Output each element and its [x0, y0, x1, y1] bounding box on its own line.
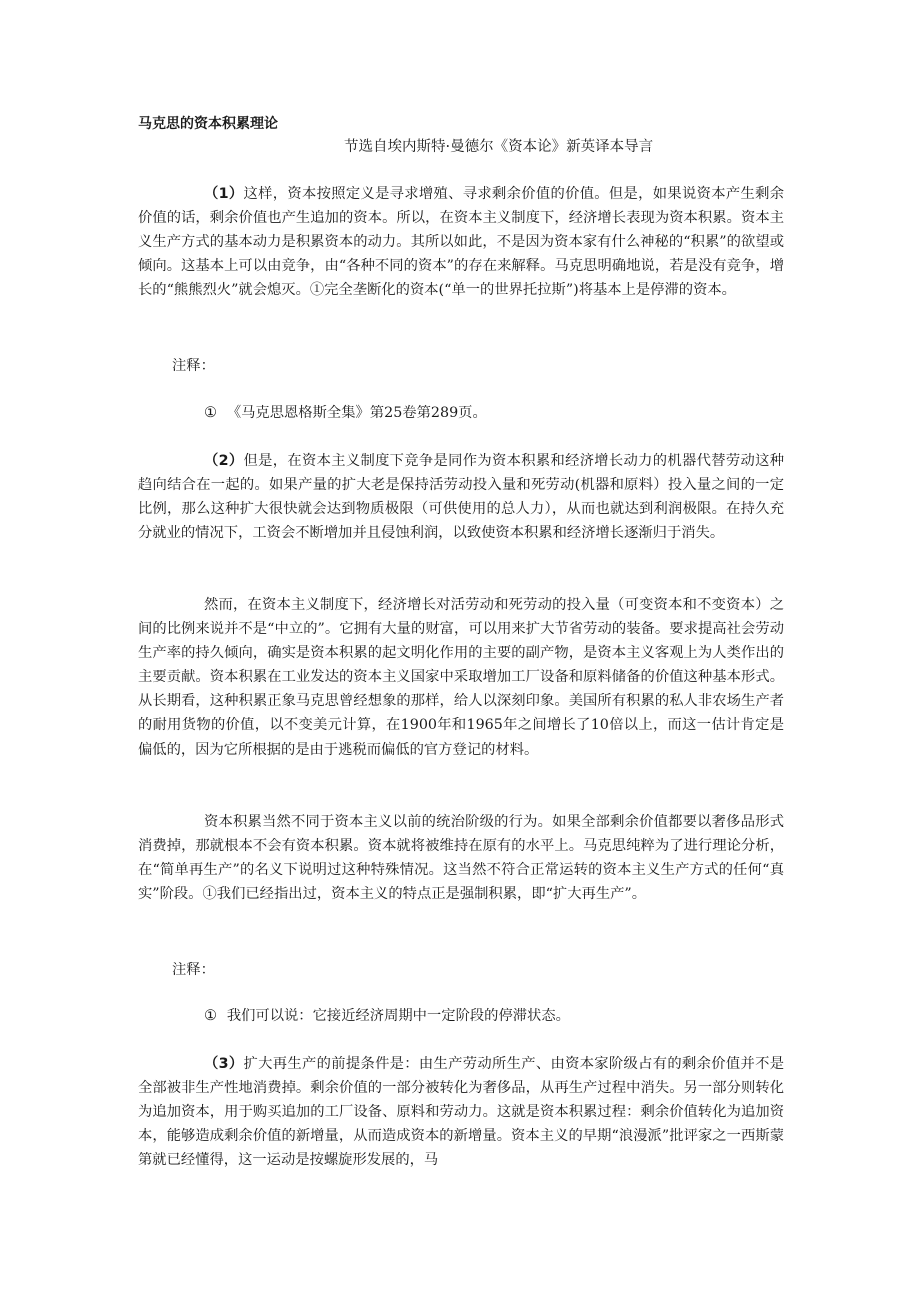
- paragraph-text: 但是，在资本主义制度下竞争是同作为资本积累和经济增长动力的机器代替劳动这种趋向结合在一起的。如果产量的扩大老是保持活劳动投入量和死劳动(机器和原料）投入量之间的一定比例，那么这种扩大很快就会达到物质极限（可供使用的总人力），从而也就达到利润极限。在持久充分就业的情况下，工资会不断增加并且侵蚀利润，以致使资本积累和经济增长逐渐归于消失。: [138, 453, 785, 542]
- paragraph-number: （1）: [204, 186, 244, 202]
- paragraph-number: （2）: [204, 453, 244, 469]
- footnote-text: 《马克思恩格斯全集》第25卷第289页。: [226, 405, 487, 421]
- paragraph-1: [138, 182, 784, 302]
- paragraph-3: [138, 593, 784, 762]
- paragraph-text: 这样，资本按照定义是寻求增殖、寻求剩余价值的价值。但是，如果说资本产生剩余价值的话，剩余价值也产生追加的资本。所以，在资本主义制度下，经济增长表现为资本积累。资本主义生产方式的基本动力是积累资本的动力。其所以如此，不是因为资本家有什么神秘的“积累”的欲望或倾向。这基本上可以由竞争，由“各种不同的资本”的存在来解释。马克思明确地说，若是没有竞争，增长的“熊熊烈火”就会熄灭。①完全垄断化的资本(“单一的世界托拉斯”)将基本上是停滞的资本。: [138, 186, 785, 299]
- paragraph-4: [138, 810, 784, 906]
- footnote-item: [204, 1006, 570, 1026]
- document-title: 马克思的资本积累理论: [138, 116, 278, 132]
- paragraph-text: 然而，在资本主义制度下，经济增长对活劳动和死劳动的投入量（可变资本和不变资本）之间的比例来说并不是“中立的”。它拥有大量的财富，可以用来扩大节省劳动的装备。要求提高社会劳动生产率的持久倾向，确实是资本积累的起文明化作用的主要的副产物，是资本主义客观上为人类作出的主要贡献。资本积累在工业发达的资本主义国家中采取增加工厂设备和原料储备的价值这种基本形式。从长期看，这种积累正象马克思曾经想象的那样，给人以深刻印象。美国所有积累的私人非农场生产者的耐用货物的价值，以不变美元计算，在1900年和1965年之间增长了10倍以上，而这一估计肯定是偏低的，因为它所根据的是由于逃税而偏低的官方登记的材料。: [138, 597, 784, 758]
- note-label: 注释：: [172, 358, 215, 374]
- paragraph-number: （3）: [204, 1056, 244, 1072]
- footnote-mark: ①: [204, 405, 217, 421]
- paragraph-5: [138, 1052, 784, 1172]
- paragraph-2: [138, 449, 784, 545]
- note-label: 注释：: [172, 962, 215, 978]
- footnote-mark: ①: [204, 1008, 217, 1024]
- document-subtitle: 节选自埃内斯特·曼德尔《资本论》新英译本导言: [344, 139, 654, 155]
- paragraph-text: 扩大再生产的前提条件是：由生产劳动所生产、由资本家阶级占有的剩余价值并不是全部被非生产性地消费掉。剩余价值的一部分被转化为奢侈品，从再生产过程中消失。另一部分则转化为追加资本，用于购买追加的工厂设备、原料和劳动力。这就是资本积累过程：剩余价值转化为追加资本，能够造成剩余价值的新增量，从而造成资本的新增量。资本主义的早期“浪漫派”批评家之一西斯蒙第就已经懂得，这一运动是按螺旋形发展的，马: [138, 1056, 785, 1169]
- footnote-text: 我们可以说：它接近经济周期中一定阶段的停滞状态。: [226, 1008, 570, 1024]
- footnote-item: [204, 403, 487, 423]
- paragraph-text: 资本积累当然不同于资本主义以前的统治阶级的行为。如果全部剩余价值都要以奢侈品形式消费掉，那就根本不会有资本积累。资本就将被维持在原有的水平上。马克思纯粹为了进行理论分析，在“简单再生产”的名义下说明过这种特殊情况。这当然不符合正常运转的资本主义生产方式的任何“真实”阶段。①我们已经指出过，资本主义的特点正是强制积累，即“扩大再生产”。: [138, 814, 784, 903]
